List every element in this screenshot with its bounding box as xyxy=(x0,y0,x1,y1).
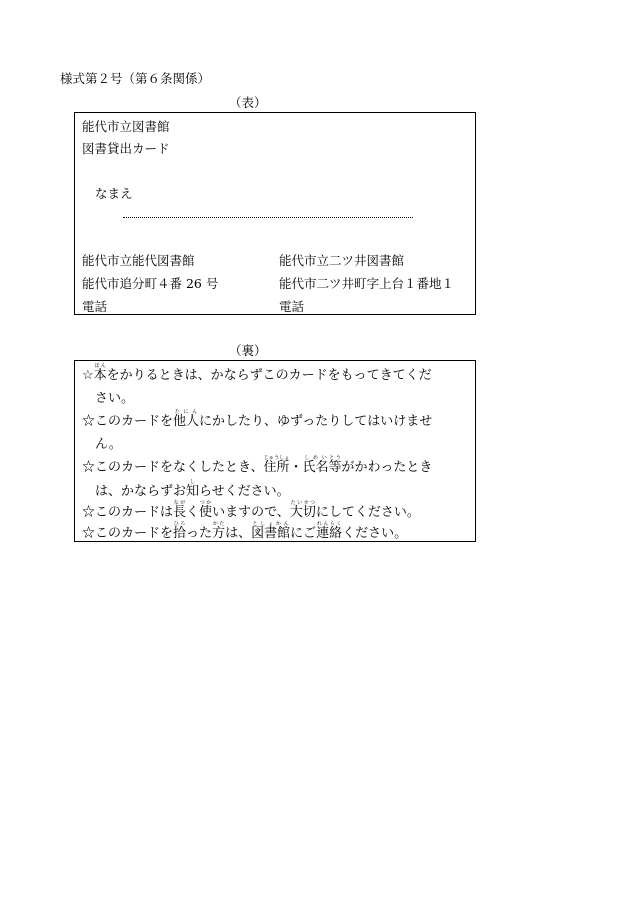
furigana-reading: つか xyxy=(199,500,213,506)
branch-address-futatsui: 能代市二ツ井町字上台１番地１ xyxy=(279,276,455,291)
branch-name-futatsui: 能代市立二ツ井図書館 xyxy=(279,253,405,268)
front-side-label: （表） xyxy=(229,95,267,110)
rule-no-lending xyxy=(82,409,472,456)
furigana-word: 等とう xyxy=(328,455,342,475)
furigana-reading: し xyxy=(186,479,200,485)
name-write-line xyxy=(123,217,413,218)
furigana-word: 氏名しめい xyxy=(302,455,329,475)
furigana-reading: たにん xyxy=(173,409,200,415)
furigana-word: 使つか xyxy=(199,500,213,520)
branch-address-noshiro: 能代市追分町４番 26 号 xyxy=(82,276,219,291)
name-label: なまえ xyxy=(95,186,133,201)
back-side-label: （裏） xyxy=(229,343,267,358)
furigana-word: 住所じゅうしょ xyxy=(263,455,290,475)
branch-phone-noshiro: 電話 xyxy=(82,299,108,314)
rule-line: ☆このカードを他人たにんにかしたり、ゆずったりしてはいけませ xyxy=(82,409,433,429)
furigana-word: 知し xyxy=(186,479,200,499)
furigana-word: 図書館としょかん xyxy=(251,521,291,541)
branch-name-noshiro: 能代市立能代図書館 xyxy=(82,253,195,268)
furigana-word: 拾ひろ xyxy=(173,521,187,541)
rule-line: ☆本ほんをかりるときは、かならずこのカードをもってきてくだ xyxy=(82,363,432,383)
furigana-reading: ひろ xyxy=(173,521,187,527)
furigana-reading: しめい xyxy=(302,455,329,461)
furigana-reading: たいせつ xyxy=(289,500,316,506)
furigana-reading: れんらく xyxy=(316,521,343,527)
rule-line: ☆このカードを拾ひろった方かたは、図書館としょかんにご連絡れんらくください。 xyxy=(82,521,408,541)
furigana-word: 大切たいせつ xyxy=(289,500,316,520)
rule-line: は、かならずお知しらせください。 xyxy=(95,479,290,499)
library-name: 能代市立図書館 xyxy=(82,119,170,134)
branch-phone-futatsui: 電話 xyxy=(279,299,305,314)
form-number-label: 様式第２号（第６条関係） xyxy=(60,71,211,86)
furigana-word: 他人たにん xyxy=(173,409,200,429)
furigana-reading: かた xyxy=(212,521,226,527)
card-back xyxy=(74,360,476,542)
rule-line: ☆このカードは長ながく使つかいますので、大切たいせつにしてください。 xyxy=(82,500,420,520)
rule-line: ☆このカードをなくしたとき、住所じゅうしょ・氏名しめい等とうがかわったとき xyxy=(82,455,433,475)
furigana-word: 連絡れんらく xyxy=(316,521,343,541)
furigana-word: 方かた xyxy=(212,521,226,541)
card-title: 図書貸出カード xyxy=(82,141,170,156)
rule-bring-card xyxy=(82,363,472,410)
rule-report-loss xyxy=(82,455,472,503)
furigana-reading: ほん xyxy=(93,363,107,369)
rule-finder-contact xyxy=(82,521,472,545)
card-front xyxy=(74,112,476,315)
rule-line: さい。 xyxy=(95,391,135,406)
furigana-reading: としょかん xyxy=(251,521,291,527)
rule-line: ん。 xyxy=(95,437,122,452)
furigana-reading: とう xyxy=(328,455,342,461)
furigana-reading: じゅうしょ xyxy=(263,455,290,461)
furigana-reading: なが xyxy=(173,500,187,506)
furigana-word: 本ほん xyxy=(93,363,107,383)
furigana-word: 長なが xyxy=(173,500,187,520)
